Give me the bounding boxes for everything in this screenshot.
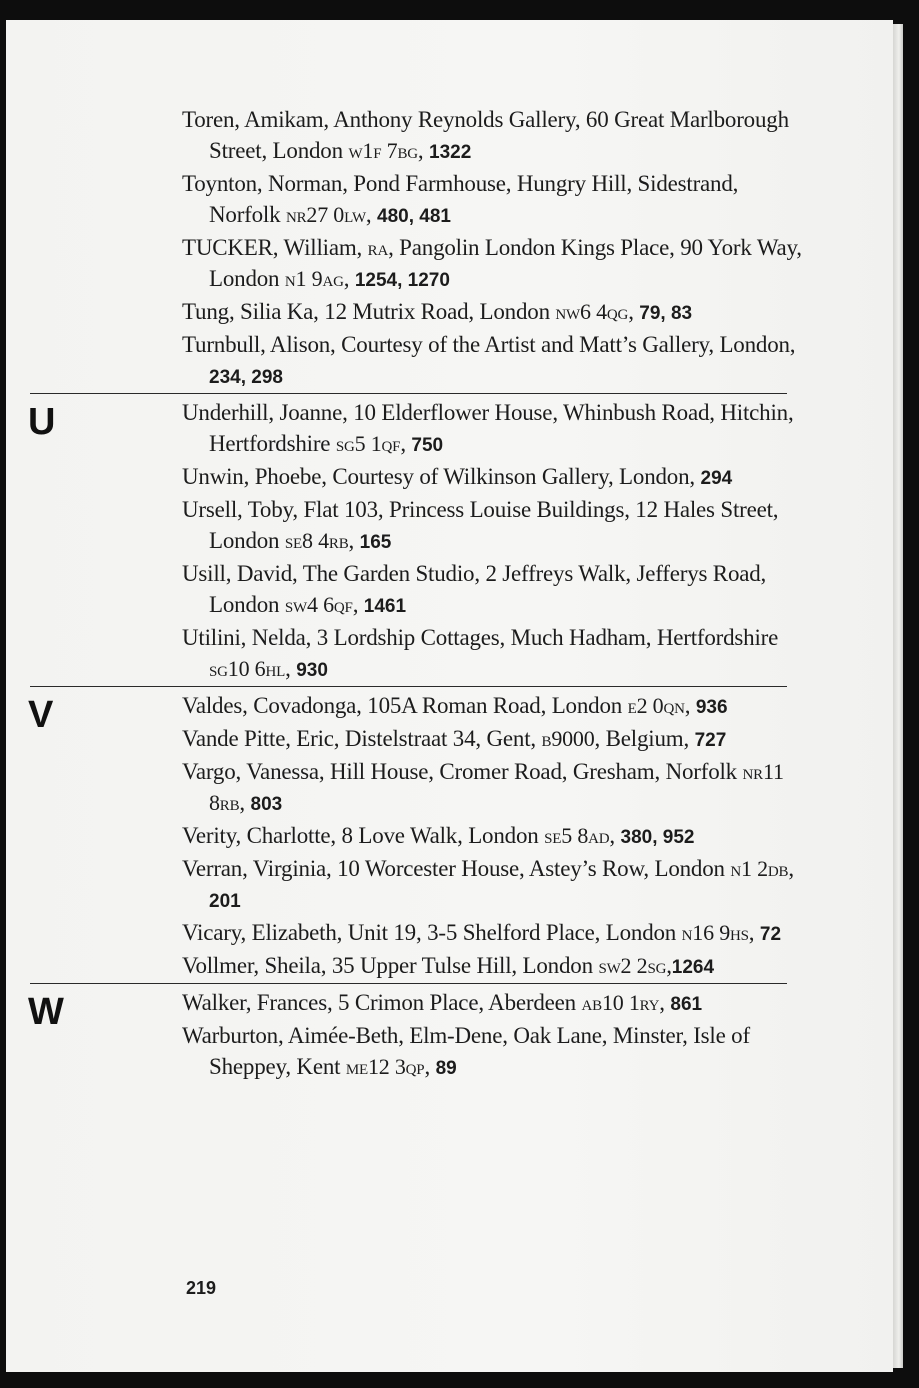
page-references: 727 (694, 730, 727, 751)
postcode: ab10 1ry (581, 990, 660, 1015)
index-entry (182, 168, 809, 232)
entry-text: , (666, 953, 672, 978)
entry-text: , (348, 528, 360, 553)
postcode: n1 9ag (284, 266, 344, 291)
index-entry (182, 494, 809, 558)
page-references: 380, 952 (620, 827, 695, 848)
entry-text: Turnbull, Alison, Courtesy of the Artist and Matt’s Gallery, London, (182, 332, 796, 357)
entry-text: Verran, Virginia, 10 Worcester House, Astey’s Row, London (182, 856, 731, 881)
section-letter: W (28, 991, 64, 1033)
entry-text: Vargo, Vanessa, Hill House, Cromer Road, Gresham, Norfolk (182, 759, 743, 784)
page-references: 750 (411, 435, 444, 456)
entry-text: Utilini, Nelda, 3 Lordship Cottages, Much Hadham, Hertfordshire (182, 625, 779, 650)
page-references: 165 (359, 532, 392, 553)
entry-text: , (343, 266, 355, 291)
index-entry (182, 461, 809, 494)
postcode: nw6 4qg (555, 299, 629, 324)
page-references: 930 (296, 660, 328, 681)
section-letter: U (28, 401, 56, 443)
entry-text: , (788, 856, 794, 881)
entry-text: , (609, 823, 621, 848)
entry-text: , (628, 299, 640, 324)
postcode: sw2 2sg (598, 953, 667, 978)
entry-text: Vollmer, Sheila, 35 Upper Tulse Hill, London (182, 953, 599, 978)
index-entry (182, 820, 809, 853)
postcode: sw4 6qf (284, 592, 353, 617)
entry-text: , (417, 138, 429, 163)
entry-text: Toren, Amikam, Anthony Reynolds Gallery, 60 Great Marlborough Street, London (182, 107, 789, 163)
postcode: b9000 (541, 726, 595, 751)
entry-text: TUCKER, William, (182, 235, 368, 260)
postcode: se5 8ad (544, 823, 610, 848)
postcode: w1f 7bg (348, 138, 418, 163)
postcode: e2 0qn (627, 693, 685, 718)
index-section-v (6, 686, 893, 983)
index-entry (182, 853, 809, 917)
index-entry (182, 622, 809, 686)
page-references: 936 (695, 697, 728, 718)
entry-text: , (352, 592, 364, 617)
index-entry (182, 1020, 809, 1084)
page-references: 1322 (429, 142, 472, 163)
postcode: ra (367, 235, 389, 260)
index-section-u (6, 393, 893, 686)
index-entry (182, 397, 809, 461)
entry-text: Vicary, Elizabeth, Unit 19, 3-5 Shelford Place, London (182, 920, 682, 945)
book-page (6, 20, 893, 1372)
index-entry (182, 917, 809, 950)
postcode: sg5 1qf (335, 431, 401, 456)
postcode: me12 3qp (345, 1054, 425, 1079)
index-entry (182, 329, 809, 393)
entry-text: Valdes, Covadonga, 105A Roman Road, London (182, 693, 628, 718)
page-references: 294 (700, 468, 733, 489)
page-references: 89 (435, 1058, 457, 1079)
entry-text: Ursell, Toby, Flat 103, Princess Louise Buildings, 12 Hales Street, London (182, 497, 779, 553)
postcode: n1 2db (730, 856, 789, 881)
entry-text: Tung, Silia Ka, 12 Mutrix Road, London (182, 299, 556, 324)
index-entry (182, 690, 809, 723)
index-entry (182, 558, 809, 622)
postcode: nr11 8rb (209, 759, 784, 815)
index-content (6, 104, 893, 1084)
index-entry (182, 296, 809, 329)
entry-text: , Pangolin London Kings Place, 90 York Way, London (209, 235, 802, 291)
entry-text: , (239, 790, 251, 815)
entry-text: Vande Pitte, Eric, Distelstraat 34, Gent, (182, 726, 542, 751)
entry-text: Warburton, Aimée-Beth, Elm-Dene, Oak Lane, Minster, Isle of Sheppey, Kent (182, 1023, 750, 1079)
postcode: n16 9hs (681, 920, 749, 945)
entry-text: , (684, 693, 696, 718)
index-section-continued (6, 104, 893, 393)
index-section-w (6, 983, 893, 1084)
index-entry (182, 104, 809, 168)
page-edge (893, 24, 903, 1368)
entry-text: , (659, 990, 671, 1015)
entry-text: , Belgium, (594, 726, 695, 751)
page-references: 234, 298 (209, 367, 283, 388)
entry-text: , (365, 202, 378, 227)
entry-text: Underhill, Joanne, 10 Elderflower House, Whinbush Road, Hitchin, Hertfordshire (182, 400, 794, 456)
page-references: 201 (209, 891, 241, 912)
index-entry (182, 723, 809, 756)
page-references: 480, 481 (377, 206, 451, 227)
page-references: 803 (250, 794, 283, 815)
index-entry (182, 987, 809, 1020)
postcode: nr27 0lw (285, 202, 366, 227)
entry-text: Usill, David, The Garden Studio, 2 Jeffreys Walk, Jefferys Road, London (182, 561, 767, 617)
index-entry (182, 232, 809, 296)
entry-text: Verity, Charlotte, 8 Love Walk, London (182, 823, 545, 848)
entry-text: , (400, 431, 412, 456)
page-references: 79, 83 (639, 303, 693, 324)
page-number: 219 (186, 1278, 217, 1298)
entry-text: , (424, 1054, 436, 1079)
section-letter: V (28, 694, 54, 736)
postcode: se8 4rb (284, 528, 349, 553)
entry-text: Walker, Frances, 5 Crimon Place, Aberdeen (182, 990, 582, 1015)
page-references: 72 (759, 924, 782, 945)
page-references: 1254, 1270 (354, 270, 450, 291)
entry-text: , (748, 920, 760, 945)
page-references: 1461 (363, 596, 407, 617)
entry-text: Toynton, Norman, Pond Farmhouse, Hungry Hill, Sidestrand, Norfolk (182, 171, 739, 227)
index-entry (182, 756, 809, 820)
entry-text: Unwin, Phoebe, Courtesy of Wilkinson Gallery, London, (182, 464, 701, 489)
page-references: 1264 (671, 957, 715, 978)
entry-text: , (285, 656, 297, 681)
postcode: sg10 6hl (209, 656, 286, 681)
index-entry (182, 950, 809, 983)
page-references: 861 (670, 994, 703, 1015)
